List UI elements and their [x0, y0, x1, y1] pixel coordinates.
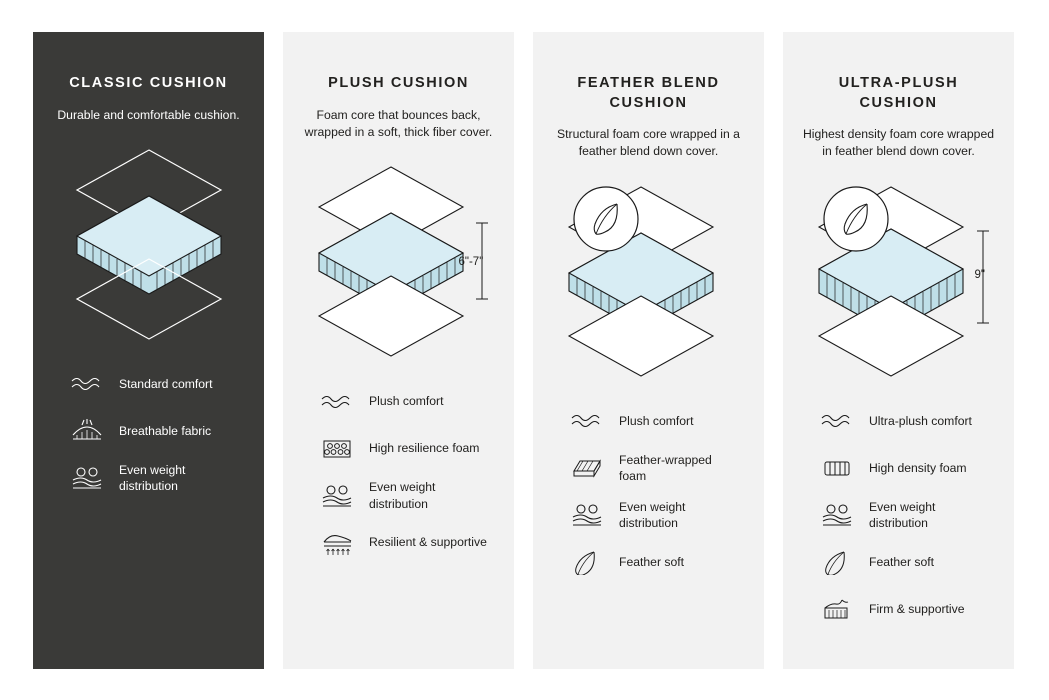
- cushion-exploded-diagram: [799, 171, 999, 386]
- card-title: ULTRA-PLUSH CUSHION: [838, 75, 959, 111]
- feature-label: Even weight distribution: [869, 499, 936, 531]
- feature-list: [67, 361, 263, 502]
- feature-label: Ultra-plush comfort: [869, 414, 972, 429]
- feature-label: High resilience foam: [369, 441, 480, 456]
- card-classic-cushion: [33, 32, 264, 669]
- feature-item: [817, 492, 1013, 539]
- breathable-fabric-icon: [67, 415, 107, 447]
- high-density-foam-icon: [817, 452, 857, 484]
- feature-label: Resilient & supportive: [369, 535, 487, 550]
- feature-item: [317, 425, 513, 472]
- wave-comfort-icon: [567, 405, 607, 437]
- dimension-label: 9": [974, 268, 985, 281]
- feature-item: [317, 472, 513, 519]
- firm-supportive-icon: [817, 593, 857, 625]
- wave-comfort-icon: [67, 368, 107, 400]
- feature-item: [567, 539, 763, 586]
- feature-label: Even weight distribution: [369, 480, 436, 511]
- feature-list: [317, 378, 513, 566]
- feature-label: Firm & supportive: [869, 602, 965, 617]
- card-description: Structural foam core wrapped in a feather blend down cover.: [557, 127, 740, 159]
- feature-label: Feather soft: [619, 555, 685, 570]
- leaf-badge: [574, 187, 638, 251]
- cushion-exploded-diagram: [299, 151, 499, 366]
- cushion-exploded-diagram: [549, 171, 749, 386]
- card-description: Foam core that bounces back, wrapped in a soft, thick fiber cover.: [304, 107, 493, 139]
- wave-comfort-icon: [817, 405, 857, 437]
- card-description: Highest density foam core wrapped in feather blend down cover.: [802, 127, 995, 159]
- card-title: FEATHER BLEND CUSHION: [577, 75, 720, 111]
- card-title: CLASSIC CUSHION: [69, 75, 228, 91]
- feather-soft-icon: [817, 546, 857, 578]
- feature-item: [67, 455, 263, 502]
- card-feather-blend-cushion: [533, 32, 764, 669]
- feature-item: [317, 378, 513, 425]
- even-weight-icon: [67, 462, 107, 494]
- card-plush-cushion: [283, 32, 514, 669]
- feather-soft-icon: [567, 546, 607, 578]
- even-weight-icon: [317, 480, 357, 512]
- even-weight-icon: [817, 499, 857, 531]
- feature-item: [67, 361, 263, 408]
- cushion-exploded-diagram: [49, 134, 249, 349]
- feature-item: [817, 445, 1013, 492]
- even-weight-icon: [567, 499, 607, 531]
- feature-item: [817, 539, 1013, 586]
- feather-wrapped-foam-icon: [567, 452, 607, 484]
- resilient-supportive-icon: [317, 527, 357, 559]
- feature-label: Even weight distribution: [619, 499, 686, 531]
- feature-label: Standard comfort: [119, 377, 213, 392]
- feature-label: Feather soft: [869, 555, 935, 570]
- feature-item: [817, 586, 1013, 633]
- card-description: Durable and comfortable cushion.: [57, 107, 240, 122]
- feature-label: Even weight distribution: [119, 462, 186, 494]
- feature-item: [317, 519, 513, 566]
- card-ultra-plush-cushion: [783, 32, 1014, 669]
- feature-item: [817, 398, 1013, 445]
- high-resilience-foam-icon: [317, 433, 357, 465]
- leaf-badge: [824, 187, 888, 251]
- feature-list: [817, 398, 1013, 633]
- feature-label: Plush comfort: [619, 414, 694, 429]
- feature-item: [567, 445, 763, 492]
- feature-item: [567, 492, 763, 539]
- dimension-label: 6"-7": [458, 256, 484, 269]
- feature-label: Plush comfort: [369, 394, 444, 409]
- feature-label: High density foam: [869, 461, 967, 476]
- card-title: PLUSH CUSHION: [328, 75, 469, 91]
- feature-label: Feather-wrapped foam: [619, 452, 712, 484]
- feature-list: [567, 398, 763, 586]
- wave-comfort-icon: [317, 386, 357, 418]
- feature-label: Breathable fabric: [119, 424, 212, 439]
- feature-item: [67, 408, 263, 455]
- feature-item: [567, 398, 763, 445]
